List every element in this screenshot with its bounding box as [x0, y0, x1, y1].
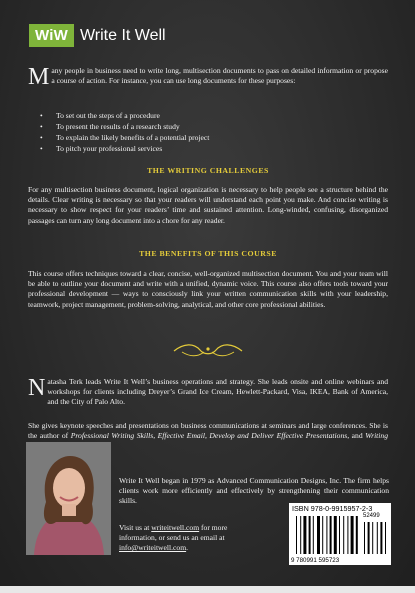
- benefits-section: [28, 249, 388, 259]
- barcode-number: 9 780991 595723: [291, 557, 340, 564]
- bio-paragraph-1: [28, 377, 388, 408]
- challenges-heading: THE WRITING CHALLENGES: [147, 166, 269, 175]
- email-link[interactable]: info@writeitwell.com: [119, 543, 187, 553]
- author-photo: [26, 442, 111, 555]
- list-item: • To present the results of a research study: [40, 121, 388, 132]
- list-item: • To set out the steps of a procedure: [40, 110, 388, 121]
- bio-paragraph-2: She gives keynote speeches and presentations on business communications at seminars and large conferences. She is the author of Professional Writing Skills, Effective Email, Develop and Deliver Effective Presentations, and Writing: [28, 421, 388, 452]
- bottom-edge: [0, 586, 415, 593]
- purposes-list: [28, 110, 388, 154]
- list-item: • To pitch your professional services: [40, 143, 388, 154]
- barcode-addon: 52499: [363, 513, 380, 519]
- benefits-heading: THE BENEFITS OF THIS COURSE: [139, 249, 277, 258]
- intro-paragraph: [28, 64, 388, 90]
- book-title: Effective Email: [157, 431, 205, 441]
- bio-dropcap: N: [28, 375, 46, 401]
- barcode: [289, 503, 391, 565]
- logo: [29, 24, 166, 47]
- benefits-text: This course offers techniques toward a clear, concise, well-organized multisection document. You and your team will be able to outline your document and write with a unified, dynamic voice. This course also offers tools toward your professional development — ways to consciously link your written communication skills with your leadership, teamwork, project management, problem-solving, analytical, and other core professional abilities.: [28, 269, 388, 309]
- website-link[interactable]: writeitwell.com: [151, 523, 200, 532]
- logo-badge: WiW: [29, 24, 74, 47]
- book-title: Professional Writing Skills: [70, 431, 154, 441]
- list-item: • To explain the likely benefits of a potential project: [40, 132, 388, 143]
- challenges-section: [28, 166, 388, 176]
- benefits-body: [28, 269, 388, 310]
- bio-p2-start: She gives keynote speeches and presentations on business communications at seminars and large conferences. She is the author of: [28, 421, 388, 441]
- logo-text: Write It Well: [79, 26, 166, 44]
- book-title: Writing: [365, 431, 388, 441]
- challenges-body: [28, 185, 388, 226]
- barcode-bars-icon: [292, 514, 390, 556]
- challenges-text: For any multisection business document, logical organization is necessary to help people see a structure behind the details. Clear writing is necessary so that your readers will understand each point you make. And concise writing is necessary to show respect for your readers’ time and sustained attention. Long-winded, confusing, disorganized passages can turn any long document into a chore for any reader.: [28, 185, 388, 225]
- intro-dropcap: M: [28, 64, 50, 90]
- contact-paragraph: Visit us at writeitwell.com for more information, or send us an email at info@writeitwell.com.: [119, 523, 228, 553]
- bio-text-1: atasha Terk leads Write It Well’s business operations and strategy. She leads onsite and online webinars and workshops for clients including Dreyer’s Grand Ice Cream, Hewlett-Packard, Visa, IKEA, Bank of America, and the City of Palo Alto.: [47, 377, 388, 407]
- bio-text-3: Write It Well began in 1979 as Advanced Communication Designs, Inc. The firm helps clients work more efficiently and effectively by strengthening their communication skills.: [119, 476, 389, 506]
- ornament-divider-icon: [170, 340, 246, 360]
- book-title: Develop and Deliver Effective Presentations: [209, 431, 348, 441]
- intro-text: any people in business need to write long, multisection documents to pass on detailed information or propose a course of action. For instance, you can use long documents for these purposes:: [51, 66, 388, 86]
- isbn-label: ISBN 978-0-9915957-2-3: [292, 504, 373, 513]
